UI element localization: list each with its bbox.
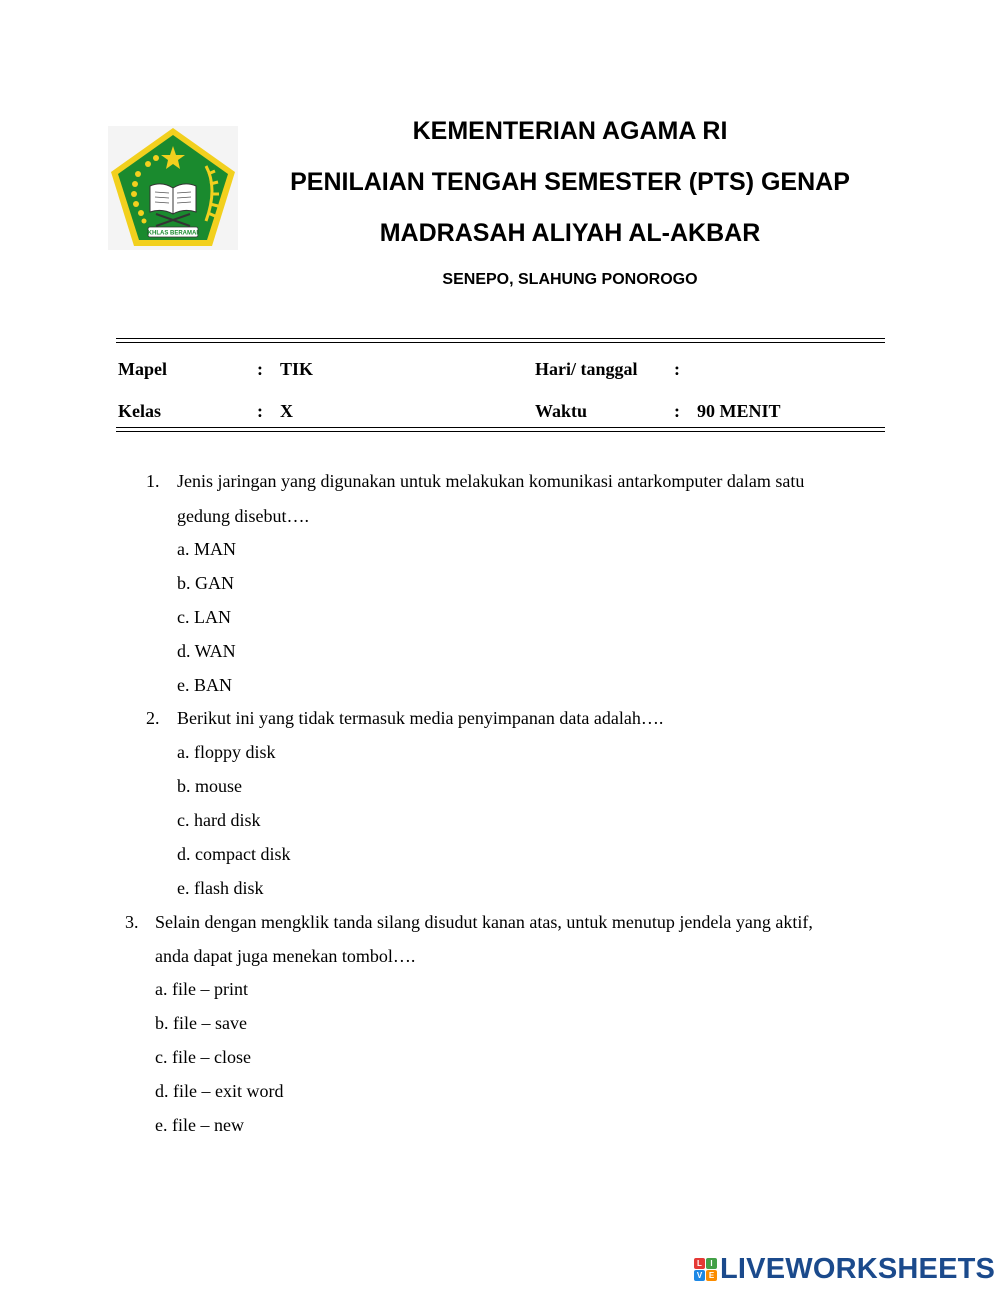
mapel-label: Mapel [118, 359, 167, 379]
question-2-option-a: a. floppy disk [177, 742, 276, 762]
question-2-number: 2. [146, 708, 160, 728]
school-address: SENEPO, SLAHUNG PONOROGO [442, 271, 698, 288]
ministry-title: KEMENTERIAN AGAMA RI [412, 117, 728, 145]
question-1-option-c: c. LAN [177, 607, 231, 627]
kelas-value: X [280, 401, 293, 421]
question-3-option-a: a. file – print [155, 979, 248, 999]
question-2-text: Berikut ini yang tidak termasuk media penyimpanan data adalah…. [177, 708, 664, 728]
question-2-option-d: d. compact disk [177, 844, 291, 864]
header-rule-bottom-2 [116, 431, 885, 432]
question-1-option-a: a. MAN [177, 539, 236, 559]
header-rule-top-1 [116, 338, 885, 339]
question-1-option-b: b. GAN [177, 573, 234, 593]
school-name: MADRASAH ALIYAH AL-AKBAR [379, 219, 761, 247]
mapel-colon: : [257, 359, 263, 379]
question-3-option-d: d. file – exit word [155, 1081, 284, 1101]
logo-motto: IKHLAS BERAMAL [146, 230, 200, 237]
kelas-label: Kelas [118, 401, 161, 421]
liveworksheets-brand [694, 1252, 995, 1286]
question-3-text-cont: anda dapat juga menekan tombol…. [155, 946, 416, 966]
waktu-label: Waktu [535, 401, 588, 421]
question-3-text: Selain dengan mengklik tanda silang disudut kanan atas, untuk menutup jendela yang aktif, [155, 912, 813, 932]
ministry-emblem-icon [108, 126, 238, 250]
question-1-option-d: d. WAN [177, 641, 236, 661]
question-1-number: 1. [146, 471, 160, 491]
question-1-text-cont: gedung disebut…. [177, 506, 309, 526]
exam-title: PENILAIAN TENGAH SEMESTER (PTS) GENAP [290, 168, 850, 196]
question-2-option-e: e. flash disk [177, 878, 264, 898]
liveworksheets-logo-icon: L I V E [694, 1258, 717, 1281]
question-3-number: 3. [125, 912, 139, 932]
mapel-value: TIK [280, 359, 314, 379]
waktu-colon: : [674, 401, 680, 421]
question-1-text: Jenis jaringan yang digunakan untuk melakukan komunikasi antarkomputer dalam satu [177, 471, 805, 491]
header-rule-top-2 [116, 342, 885, 343]
waktu-value: 90 MENIT [697, 401, 781, 421]
question-3-option-e: e. file – new [155, 1115, 244, 1135]
question-2-option-b: b. mouse [177, 776, 242, 796]
question-2-option-c: c. hard disk [177, 810, 261, 830]
hari-label: Hari/ tanggal [535, 359, 638, 379]
header-rule-bottom-1 [116, 427, 885, 428]
brand-name: LIVEWORKSHEETS [720, 1252, 996, 1285]
ministry-logo [108, 126, 238, 250]
kelas-colon: : [257, 401, 263, 421]
question-3-option-b: b. file – save [155, 1013, 247, 1033]
hari-colon: : [674, 359, 680, 379]
question-3-option-c: c. file – close [155, 1047, 251, 1067]
question-1-option-e: e. BAN [177, 675, 232, 695]
